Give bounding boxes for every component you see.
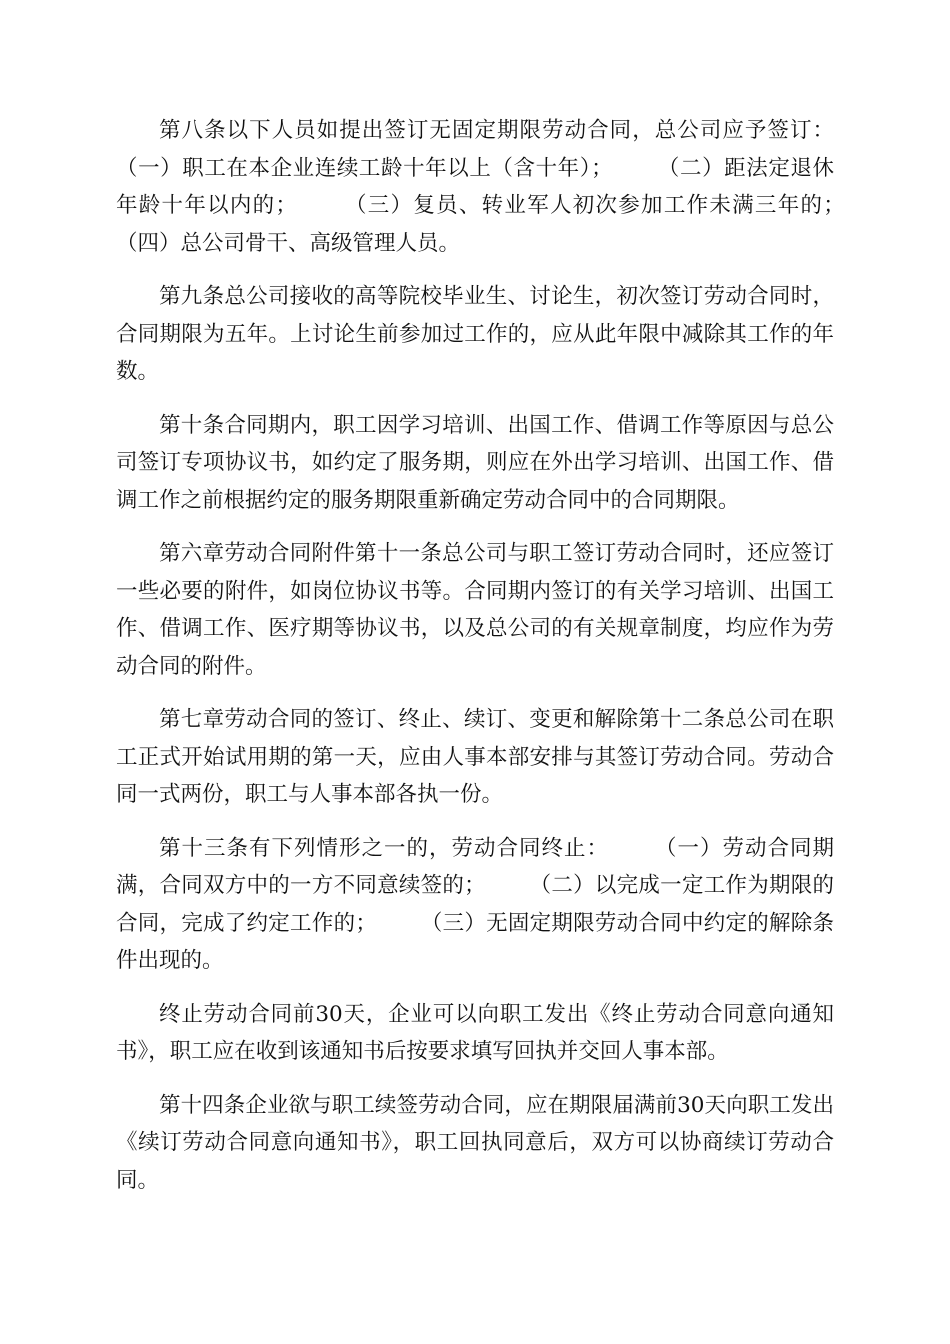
paragraph-termination-notice: 终止劳动合同前30天，企业可以向职工发出《终止劳动合同意向通知书》，职工应在收到该通知书后按要求填写回执并交回人事本部。 xyxy=(116,1001,834,1064)
paragraph-article-10: 第十条合同期内，职工因学习培训、出国工作、借调工作等原因与总公司签订专项协议书，如约定了服务期，则应在外出学习培训、出国工作、借调工作之前根据约定的服务期限重新确定劳动合同中的合同期限。 xyxy=(116,412,834,513)
document-body xyxy=(116,112,899,1215)
paragraph-article-14: 第十四条企业欲与职工续签劳动合同，应在期限届满前30天向职工发出《续订劳动合同意向通知书》，职工回执同意后，双方可以协商续订劳动合同。 xyxy=(116,1092,834,1193)
paragraph-article-8: 第八条以下人员如提出签订无固定期限劳动合同，总公司应予签订：（一）职工在本企业连续工龄十年以上（含十年）； （二）距法定退休年龄十年以内的； （三）复员、转业军人初次参加工作未满三年的； （四）总公司骨干、高级管理人员。 xyxy=(116,118,899,256)
paragraph-chapter-7-article-12: 第七章劳动合同的签订、终止、续订、变更和解除第十二条总公司在职工正式开始试用期的第一天，应由人事本部安排与其签订劳动合同。劳动合同一式两份，职工与人事本部各执一份。 xyxy=(116,707,834,807)
paragraph-chapter-6-article-11: 第六章劳动合同附件第十一条总公司与职工签订劳动合同时，还应签订一些必要的附件，如岗位协议书等。合同期内签订的有关学习培训、出国工作、借调工作、医疗期等协议书，以及总公司的有关规章制度，均应作为劳动合同的附件。 xyxy=(116,541,834,679)
paragraph-article-9: 第九条总公司接收的高等院校毕业生、讨论生，初次签订劳动合同时，合同期限为五年。上讨论生前参加过工作的，应从此年限中减除其工作的年数。 xyxy=(116,284,834,384)
paragraph-article-13: 第十三条有下列情形之一的，劳动合同终止： （一）劳动合同期满，合同双方中的一方不同意续签的； （二）以完成一定工作为期限的合同，完成了约定工作的； （三）无固定期限劳动合同中约定的解除条件出现的。 xyxy=(116,835,834,973)
